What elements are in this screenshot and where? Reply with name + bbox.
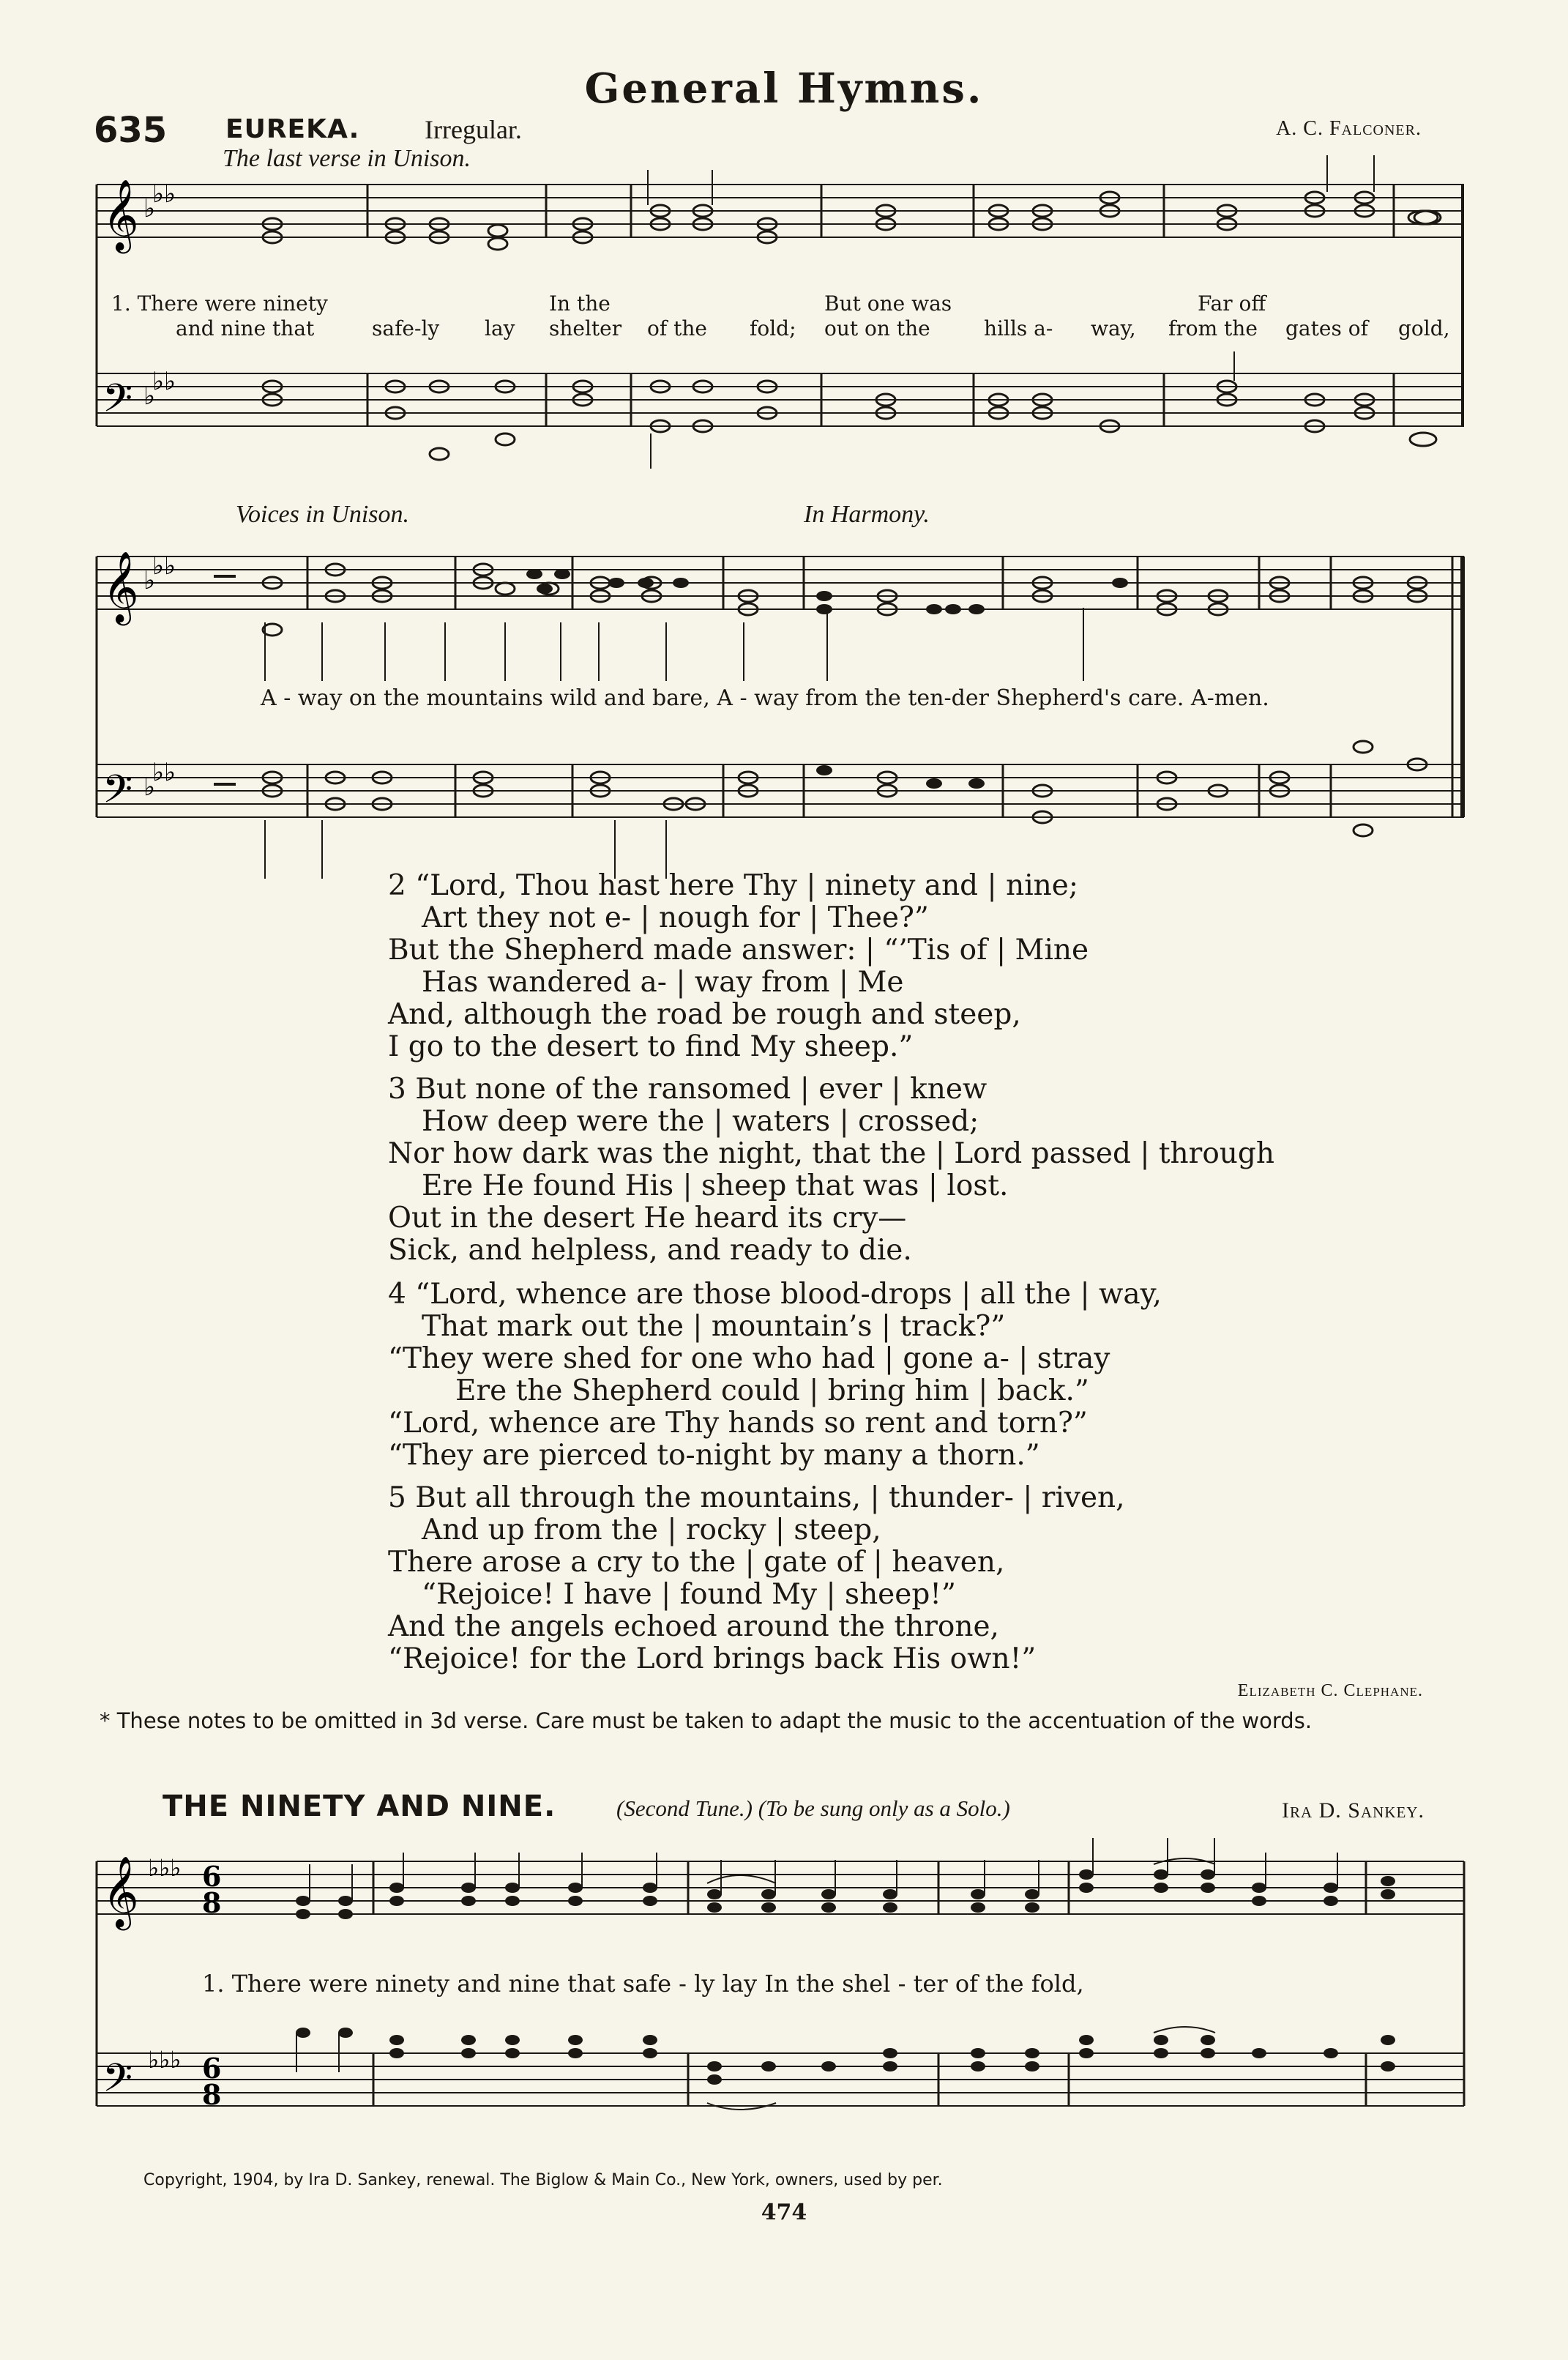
verse-line: Art they not e- | nough for | Thee?” bbox=[422, 901, 929, 934]
hymn-number: 635 bbox=[94, 110, 168, 151]
key-signature-3: ♭♭♭ bbox=[148, 1854, 182, 1882]
lyric-s1-1: safe-ly bbox=[372, 316, 440, 340]
lyric-s1-11: gold, bbox=[1398, 316, 1450, 340]
lyric-s1-8: way, bbox=[1091, 316, 1136, 340]
lyric-s1-7: hills a- bbox=[984, 316, 1053, 340]
footnote: * These notes to be omitted in 3d verse. Care must be taken to adapt the music to the accentuation of the words. bbox=[100, 1708, 1313, 1733]
composer: A. C. Falconer. bbox=[1276, 117, 1422, 140]
verse-line: 5 But all through the mountains, | thunder- | riven, bbox=[388, 1481, 1125, 1514]
key-signature-2d: ♭ bbox=[143, 773, 156, 802]
verse-line: 2 “Lord, Thou hast here Thy | ninety and | nine; bbox=[388, 869, 1079, 902]
time-signature-top-bass: 6 bbox=[202, 2052, 222, 2085]
verse-line: “They were shed for one who had | gone a- | stray bbox=[388, 1342, 1110, 1375]
lyric-s1-3: In the shelter bbox=[549, 291, 622, 340]
lyric-system-2: A - way on the mountains wild and bare, A - way from the ten-der Shepherd's care. A-men. bbox=[261, 685, 1269, 711]
key-signature-2c: ♭♭ bbox=[152, 758, 176, 787]
noteheads-2-bass bbox=[263, 741, 1427, 836]
verse-line: Sick, and helpless, and ready to die. bbox=[388, 1234, 912, 1267]
time-signature-top: 6 bbox=[202, 1860, 222, 1893]
stems-3 bbox=[296, 1838, 1337, 2072]
verse-2 bbox=[388, 870, 1089, 1063]
verse-line: I go to the desert to find My sheep.” bbox=[388, 1030, 914, 1063]
meter: Irregular. bbox=[425, 115, 522, 144]
verse-line: “Rejoice! I have | found My | sheep!” bbox=[422, 1578, 956, 1611]
verse-line: Out in the desert He heard its cry— bbox=[388, 1202, 907, 1235]
lyric-s1-10: gates of bbox=[1285, 316, 1368, 340]
second-tune-title: THE NINETY AND NINE. bbox=[163, 1790, 556, 1823]
verse-line: Has wandered a- | way from | Me bbox=[422, 966, 904, 999]
lyric-s1-4: of the bbox=[647, 316, 707, 340]
lyric-s1-0: 1. There were ninety and nine that bbox=[111, 291, 328, 340]
section-title: General Hymns. bbox=[584, 64, 984, 113]
tune-name: EUREKA. bbox=[225, 114, 360, 144]
lyric-s1-6: But one was out on the bbox=[824, 291, 952, 340]
lyric-s1-5: fold; bbox=[750, 316, 796, 340]
second-tune-composer: Ira D. Sankey. bbox=[1281, 1798, 1425, 1823]
time-signature-bottom: 8 bbox=[202, 1886, 222, 1919]
direction-unison-last-verse: The last verse in Unison. bbox=[223, 145, 471, 172]
verse-line: Nor how dark was the night, that the | Lord passed | through bbox=[388, 1137, 1274, 1170]
verse-3 bbox=[388, 1073, 1274, 1267]
key-signature-2b: ♭ bbox=[143, 566, 156, 595]
noteheads-2-treble bbox=[263, 564, 1427, 636]
key-signature-3b: ♭♭♭ bbox=[148, 2046, 182, 2074]
key-signature-flat: ♭ bbox=[143, 194, 156, 223]
verse-line: There arose a cry to the | gate of | heaven, bbox=[388, 1546, 1005, 1579]
bass-clef-3: 𝄢 bbox=[102, 2056, 133, 2110]
verse-line: And, although the road be rough and steep, bbox=[388, 998, 1021, 1031]
verse-4 bbox=[388, 1278, 1162, 1472]
treble-clef-3: 𝄞 bbox=[102, 1855, 139, 1927]
author-credit: Elizabeth C. Clephane. bbox=[1237, 1681, 1423, 1700]
second-tune-subtitle: (Second Tune.) (To be sung only as a Solo.) bbox=[616, 1795, 1010, 1821]
verse-line: 3 But none of the ransomed | ever | knew bbox=[388, 1073, 988, 1106]
verse-line: Ere the Shepherd could | bring him | back.” bbox=[455, 1374, 1089, 1407]
bass-clef: 𝄢 bbox=[102, 376, 133, 431]
noteheads-treble-1 bbox=[263, 192, 1441, 250]
lyric-s1-2: lay bbox=[485, 316, 515, 340]
verse-line: “They are pierced to-night by many a thorn.” bbox=[388, 1439, 1040, 1472]
music-system-1 bbox=[0, 0, 1568, 469]
copyright-notice: Copyright, 1904, by Ira D. Sankey, renewal. The Biglow & Main Co., New York, owners, used by per. bbox=[143, 2171, 943, 2189]
treble-clef: 𝄞 bbox=[102, 179, 139, 250]
key-signature-flats: ♭♭ bbox=[152, 179, 176, 209]
lyric-second-tune: 1. There were ninety and nine that safe - ly lay In the shel - ter of the fold, bbox=[202, 1970, 1084, 1998]
rests-2 bbox=[214, 576, 236, 784]
verse-line: “Rejoice! for the Lord brings back His own!” bbox=[388, 1642, 1037, 1675]
verse-line: And up from the | rocky | steep, bbox=[422, 1514, 881, 1546]
lyric-s1-9: Far off from the bbox=[1168, 291, 1266, 340]
time-signature-bottom-bass: 8 bbox=[202, 2078, 222, 2111]
key-signature-flats-bass: ♭♭ bbox=[152, 367, 176, 396]
noteheads-bass-1 bbox=[263, 381, 1436, 460]
verse-line: 4 “Lord, whence are those blood-drops | all the | way, bbox=[388, 1278, 1162, 1311]
direction-voices-unison: Voices in Unison. bbox=[236, 501, 410, 528]
treble-clef-2: 𝄞 bbox=[102, 551, 139, 622]
bass-clef-2: 𝄢 bbox=[102, 767, 133, 822]
stems-2 bbox=[265, 608, 1083, 879]
page-number: 474 bbox=[761, 2200, 807, 2225]
verse-5 bbox=[388, 1482, 1125, 1675]
verse-line: “Lord, whence are Thy hands so rent and torn?” bbox=[388, 1407, 1088, 1440]
verse-line: Ere He found His | sheep that was | lost. bbox=[422, 1169, 1009, 1202]
verse-line: And the angels echoed around the throne, bbox=[388, 1610, 999, 1643]
verse-line: But the Shepherd made answer: | “’Tis of | Mine bbox=[388, 934, 1089, 967]
verse-line: How deep were the | waters | crossed; bbox=[422, 1105, 979, 1138]
verse-line: That mark out the | mountain’s | track?” bbox=[422, 1310, 1006, 1343]
key-signature-2: ♭♭ bbox=[152, 551, 176, 581]
key-signature-flat-bass: ♭ bbox=[143, 381, 156, 411]
direction-in-harmony: In Harmony. bbox=[804, 501, 930, 528]
